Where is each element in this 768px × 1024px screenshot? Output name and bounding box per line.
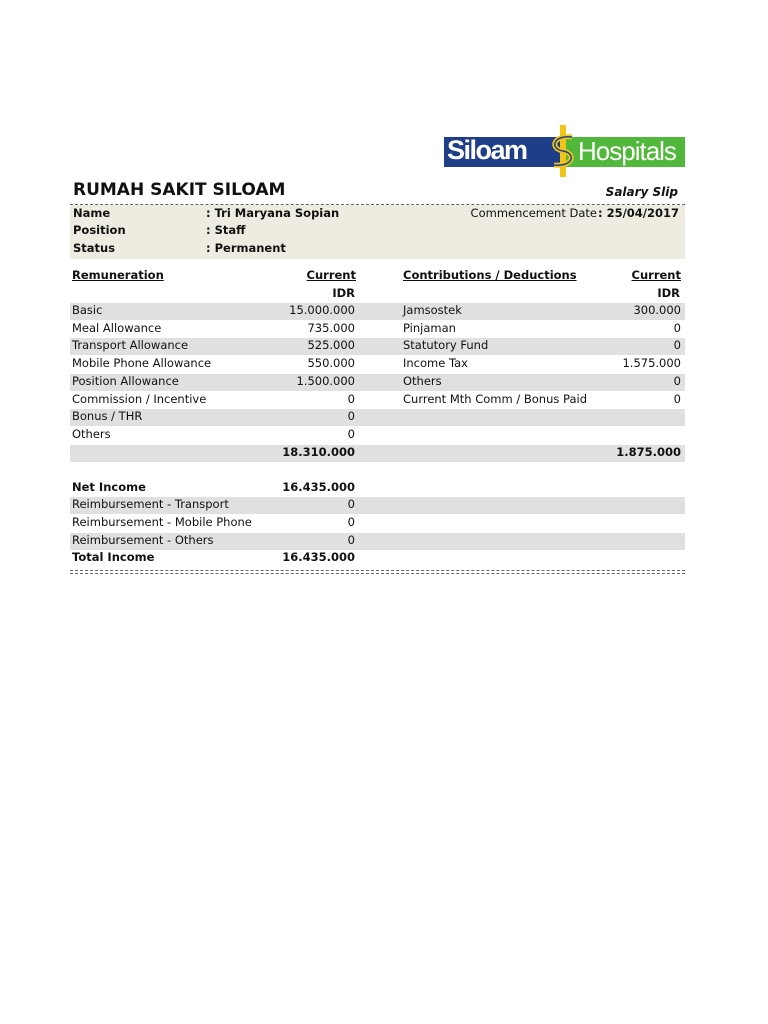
bottom-divider	[70, 573, 685, 574]
deduction-row-label: Jamsostek	[403, 303, 462, 317]
remuneration-row-label: Commission / Incentive	[72, 392, 207, 406]
deduction-row-value: 0	[673, 338, 681, 352]
remuneration-row-label: Position Allowance	[72, 374, 179, 388]
deductions-total: 1.875.000	[616, 445, 681, 459]
name-value: : Tri Maryana Sopian	[206, 206, 340, 220]
deduction-row-value: 0	[673, 374, 681, 388]
remuneration-row-value: 550.000	[307, 356, 355, 370]
employee-info	[70, 205, 685, 259]
reimbursement-value: 0	[347, 515, 355, 529]
total-income-value: 16.435.000	[282, 550, 355, 564]
remuneration-row-label: Others	[72, 427, 111, 441]
deduction-row-label: Current Mth Comm / Bonus Paid	[403, 392, 587, 406]
remuneration-row-value: 0	[347, 392, 355, 406]
status-value: : Permanent	[206, 241, 286, 255]
deduction-row-value: 1.575.000	[622, 356, 681, 370]
logo-text-siloam: Siloam	[447, 135, 527, 165]
total-income-label: Total Income	[72, 550, 155, 564]
document-type: Salary Slip	[605, 185, 678, 199]
deduction-row-label: Others	[403, 374, 442, 388]
deduction-row-value: 0	[673, 321, 681, 335]
reimbursement-label: Reimbursement - Others	[72, 533, 214, 547]
remuneration-row-value: 525.000	[307, 338, 355, 352]
page-title: RUMAH SAKIT SILOAM	[73, 180, 286, 200]
remuneration-row-label: Basic	[72, 303, 103, 317]
row-band	[70, 445, 685, 462]
bottom-divider	[70, 570, 685, 571]
remuneration-current-header: Current	[306, 268, 356, 282]
remuneration-row-value: 0	[347, 427, 355, 441]
remuneration-currency: IDR	[332, 286, 355, 300]
reimbursement-label: Reimbursement - Transport	[72, 497, 229, 511]
deduction-row-value: 300.000	[633, 303, 681, 317]
deductions-current-header: Current	[631, 268, 681, 282]
deduction-row-value: 0	[673, 392, 681, 406]
deduction-row-label: Statutory Fund	[403, 338, 489, 352]
remuneration-row-label: Meal Allowance	[72, 321, 162, 335]
deduction-row-label: Income Tax	[403, 356, 468, 370]
remuneration-total: 18.310.000	[282, 445, 355, 459]
logo-text-hospitals: Hospitals	[578, 136, 676, 166]
remuneration-row-value: 735.000	[307, 321, 355, 335]
remuneration-row-label: Transport Allowance	[72, 338, 189, 352]
remuneration-row-label: Mobile Phone Allowance	[72, 356, 212, 370]
commencement-value: : 25/04/2017	[597, 206, 679, 220]
net-income-label: Net Income	[72, 480, 146, 494]
remuneration-row-value: 0	[347, 409, 355, 423]
logo-navy-block	[444, 137, 562, 167]
position-value: : Staff	[206, 223, 246, 237]
siloam-logo	[444, 125, 685, 177]
row-band	[70, 409, 685, 426]
remuneration-row-value: 15.000.000	[289, 303, 355, 317]
reimbursement-value: 0	[347, 533, 355, 547]
remuneration-header: Remuneration	[72, 268, 164, 282]
deductions-header: Contributions / Deductions	[403, 268, 577, 282]
name-label: Name	[73, 206, 111, 220]
reimbursement-label: Reimbursement - Mobile Phone	[72, 515, 252, 529]
remuneration-row-value: 1.500.000	[296, 374, 355, 388]
net-income-value: 16.435.000	[282, 480, 355, 494]
logo-emblem-icon	[546, 125, 580, 177]
position-label: Position	[73, 223, 126, 237]
logo-green-block	[562, 137, 685, 167]
row-band	[70, 303, 685, 320]
deductions-currency: IDR	[657, 286, 680, 300]
reimbursement-value: 0	[347, 497, 355, 511]
remuneration-row-label: Bonus / THR	[72, 409, 143, 423]
deduction-row-label: Pinjaman	[403, 321, 456, 335]
status-label: Status	[73, 241, 116, 255]
commencement-label: Commencement Date	[470, 206, 597, 220]
